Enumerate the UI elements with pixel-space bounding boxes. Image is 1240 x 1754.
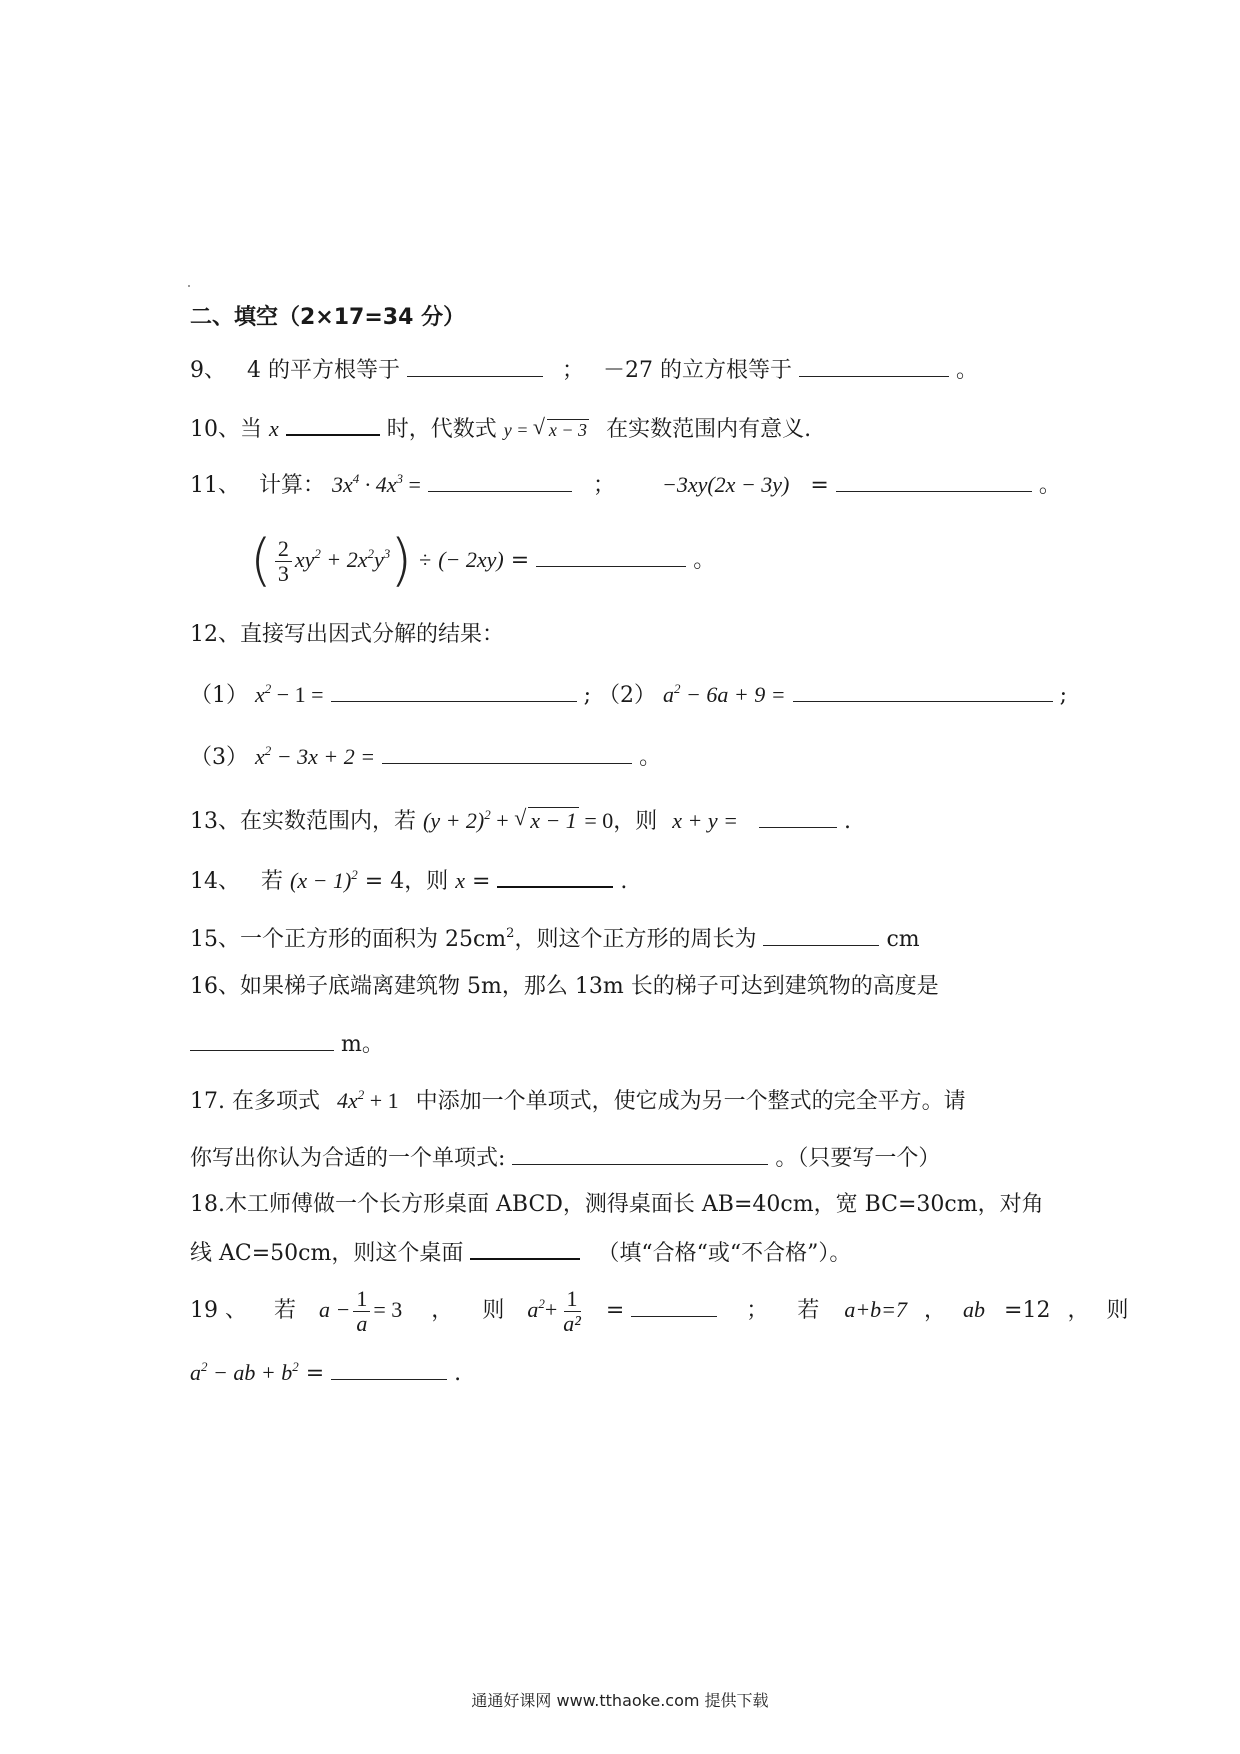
q11-eq-2: =	[810, 473, 829, 498]
q19-number: 19 、	[190, 1298, 247, 1323]
question-11-part-2	[250, 528, 1060, 593]
q10-text-a: 时，代数式	[386, 417, 497, 442]
q9-separator: ；	[562, 358, 585, 383]
q19-expr-1: a −	[319, 1297, 351, 1322]
question-12: 12、直接写出因式分解的结果：	[190, 622, 504, 647]
q13-text: 13、在实数范围内，若	[190, 809, 416, 834]
q12-p3-expr: $x^2 - 3x + 2$ =	[255, 743, 376, 769]
q19-text-b: 则	[482, 1298, 505, 1323]
q17-answer-blank[interactable]	[512, 1144, 768, 1165]
q19-expr-3: a+b=7	[844, 1297, 908, 1322]
q12-p1-answer-blank[interactable]	[331, 681, 577, 702]
q13-end: .	[843, 809, 851, 834]
footer-source: 通通好课网 www.tthaoke.com 提供下载	[471, 1691, 769, 1710]
q10-number: 10、当	[190, 417, 262, 442]
q9-end: 。	[956, 358, 979, 383]
q13-answer-blank[interactable]	[759, 807, 837, 828]
q17-expr: $4x^2 + 1$	[336, 1087, 399, 1113]
q17-end: 。（只要写一个）	[775, 1146, 941, 1171]
question-19-line-2	[190, 1358, 1060, 1389]
question-10	[190, 414, 1060, 445]
q14-text-b: = 4，则	[364, 869, 449, 894]
q19-eq: =	[605, 1298, 625, 1323]
q19-expr-2: $a^2+$	[527, 1296, 558, 1322]
q19-fraction-2: $\frac{1}{\text{a²}}$	[563, 1285, 581, 1336]
q9-answer-blank-1[interactable]	[407, 356, 543, 377]
q10-expr-lhs: y =	[503, 420, 533, 440]
q19-comma-1: ，	[431, 1298, 454, 1323]
q19-expr-5: $a^2$ − ab + $b^2$	[190, 1359, 299, 1385]
q12-p2-answer-blank[interactable]	[793, 681, 1053, 702]
q9-number: 9、	[190, 358, 226, 383]
q15-unit: cm	[886, 927, 920, 952]
q14-expr: $(x - 1)^2$	[290, 867, 358, 893]
question-16-line-2	[190, 1030, 1060, 1060]
q14-number: 14、	[190, 869, 240, 894]
q19-fraction-1: $\frac{1}{a}$	[353, 1287, 370, 1336]
question-12-parts-1-2	[190, 680, 1067, 711]
q14-end: .	[620, 869, 628, 894]
q19-semicolon: ；	[746, 1298, 769, 1323]
q11-divide: ÷	[419, 547, 432, 572]
q14-variable: x	[455, 868, 465, 893]
q11-expr-2: −3xy(2x − 3y)	[661, 472, 790, 497]
q12-p1-end: ;	[583, 683, 592, 708]
question-18-line-2	[190, 1238, 1060, 1269]
q11-answer-blank-2[interactable]	[836, 471, 1032, 492]
question-17-line-2	[190, 1144, 1060, 1174]
q16-unit: m。	[341, 1032, 384, 1057]
question-18: 18.木工师傅做一个长方形桌面 ABCD，测得桌面长 AB=40cm，宽 BC=30cm，对角	[190, 1192, 1044, 1217]
q15-answer-blank[interactable]	[763, 925, 879, 946]
question-9	[190, 356, 1060, 386]
q18-text-a: 线 AC=50cm，则这个桌面	[190, 1241, 464, 1266]
question-17	[190, 1086, 1060, 1117]
q13-expr-2: x + y =	[672, 808, 738, 833]
q19-text-c: 若	[797, 1298, 820, 1323]
q15-text-2: ，则这个正方形的周长为	[514, 927, 757, 952]
q19-text-a: 若	[274, 1298, 297, 1323]
q11-fraction: $\frac{2}{3}$	[275, 537, 292, 586]
q10-variable: x	[269, 416, 279, 441]
q14-answer-blank[interactable]	[497, 866, 613, 888]
q18-text-b: （填“合格“或“不合格”）。	[597, 1241, 852, 1266]
q9-text-a: 4 的平方根等于	[247, 358, 400, 383]
question-11	[190, 470, 1060, 501]
q12-p3-label: （3）	[190, 745, 248, 770]
q11-separator: ；	[592, 473, 615, 498]
q12-p2-expr: $a^2 - 6a + 9$ =	[663, 681, 786, 707]
q12-p3-answer-blank[interactable]	[382, 743, 632, 764]
q10-sqrt	[533, 415, 589, 445]
q19-answer-blank-1[interactable]	[631, 1296, 717, 1317]
q11-answer-blank-1[interactable]	[428, 471, 572, 492]
question-19	[190, 1282, 1129, 1339]
q14-eq: =	[471, 869, 491, 894]
q12-p2-end: ;	[1059, 683, 1067, 708]
q11-label: 计算：	[259, 473, 326, 498]
question-16: 16、如果梯子底端离建筑物 5m，那么 13m 长的梯子可达到建筑物的高度是	[190, 974, 939, 999]
question-15	[190, 925, 1060, 955]
q19-answer-blank-2[interactable]	[331, 1359, 447, 1380]
q12-p3-end: 。	[639, 745, 662, 770]
section-heading: 二、填空（2×17=34 分）	[190, 305, 466, 330]
q9-answer-blank-2[interactable]	[799, 356, 949, 377]
q19-expr-1-b: = 3	[373, 1297, 403, 1322]
left-paren: (	[250, 528, 272, 593]
q16-answer-blank[interactable]	[190, 1030, 334, 1051]
q10-text-b: 在实数范围内有意义.	[606, 417, 812, 442]
q12-p1-expr: $x^2 - 1$ =	[255, 681, 324, 707]
q19-expr-4: ab	[963, 1297, 986, 1322]
question-12-part-3	[190, 742, 1060, 773]
q19-comma-3: ，	[1067, 1298, 1090, 1323]
q11-term-a: $xy^2 + 2x^2y^3$	[294, 546, 391, 572]
q11-expr-1: $3x^4 \cdot 4x^3$ =	[332, 471, 421, 497]
q14-text: 若	[261, 869, 284, 894]
q10-answer-blank[interactable]	[286, 414, 380, 436]
q15-text: 15、一个正方形的面积为 25cm	[190, 927, 507, 952]
q13-expr: $(y + 2)^2$ + √ x − 1 = 0，则	[423, 808, 657, 833]
q17-text: 17. 在多项式	[190, 1089, 320, 1114]
question-14	[190, 866, 1060, 897]
q19-eq-2: =	[305, 1361, 325, 1386]
q19-text-d: 则	[1106, 1298, 1129, 1323]
q15-exponent: 2	[506, 926, 515, 941]
q19-comma-2: ，	[924, 1298, 947, 1323]
q11-number: 11、	[190, 473, 240, 498]
q12-p1-label: （1）	[190, 683, 248, 708]
right-paren: )	[390, 528, 413, 593]
q9-text-b: －27 的立方根等于	[603, 358, 793, 383]
q11-end: 。	[1038, 473, 1061, 498]
q19-end: .	[454, 1361, 462, 1386]
q17-line-2-text: 你写出你认为合适的一个单项式:	[190, 1146, 506, 1171]
q11-end-2: 。	[693, 548, 716, 573]
q17-text-2: 中添加一个单项式，使它成为另一个整式的完全平方。请	[415, 1089, 966, 1114]
q10-radicand: x − 3	[548, 420, 588, 440]
q19-expr-4-b: =12	[1004, 1298, 1051, 1323]
scan-speck	[188, 285, 190, 287]
q11-answer-blank-3[interactable]	[536, 546, 686, 567]
question-13	[190, 806, 1060, 837]
q18-answer-blank[interactable]	[470, 1238, 580, 1260]
q11-term-d: (− 2xy)	[438, 547, 504, 572]
q12-p2-label: （2）	[598, 683, 657, 708]
q11-eq-3: =	[510, 548, 530, 573]
